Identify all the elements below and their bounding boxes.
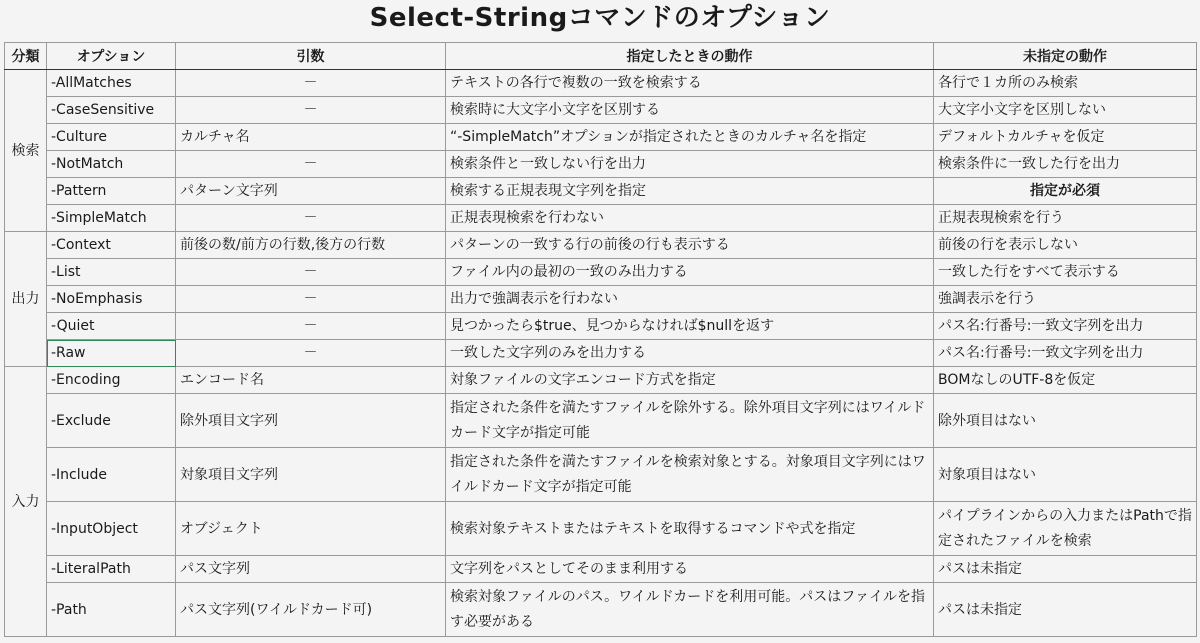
default-cell[interactable]: パスは未指定 (934, 583, 1197, 637)
default-cell[interactable]: デフォルトカルチャを仮定 (934, 124, 1197, 151)
option-cell[interactable]: -Exclude (47, 394, 176, 448)
table-row (5, 124, 1197, 151)
table-row (5, 583, 1197, 637)
effect-cell[interactable]: ファイル内の最初の一致のみ出力する (446, 259, 934, 286)
effect-cell[interactable]: 一致した文字列のみを出力する (446, 340, 934, 367)
table-row (5, 340, 1197, 367)
default-cell[interactable]: 検索条件に一致した行を出力 (934, 151, 1197, 178)
option-cell[interactable]: -CaseSensitive (47, 97, 176, 124)
effect-cell[interactable]: パターンの一致する行の前後の行も表示する (446, 232, 934, 259)
argument-cell[interactable]: パス文字列(ワイルドカード可) (176, 583, 446, 637)
header-argument: 引数 (176, 43, 446, 70)
table-row (5, 97, 1197, 124)
default-cell[interactable]: 指定が必須 (934, 178, 1197, 205)
table-row (5, 151, 1197, 178)
default-cell[interactable]: 正規表現検索を行う (934, 205, 1197, 232)
argument-cell[interactable]: － (176, 313, 446, 340)
effect-cell[interactable]: テキストの各行で複数の一致を検索する (446, 70, 934, 97)
header-category: 分類 (5, 43, 47, 70)
argument-cell[interactable]: 除外項目文字列 (176, 394, 446, 448)
effect-cell[interactable]: 指定された条件を満たすファイルを検索対象とする。対象項目文字列にはワイルドカード文字が指定可能 (446, 448, 934, 502)
category-cell: 出力 (5, 232, 47, 367)
argument-cell[interactable]: エンコード名 (176, 367, 446, 394)
header-option: オプション (47, 43, 176, 70)
default-cell[interactable]: 大文字小文字を区別しない (934, 97, 1197, 124)
effect-cell[interactable]: 見つかったら$true、見つからなければ$nullを返す (446, 313, 934, 340)
header-when-specified: 指定したときの動作 (446, 43, 934, 70)
table-row (5, 232, 1197, 259)
default-cell[interactable]: 一致した行をすべて表示する (934, 259, 1197, 286)
argument-cell[interactable]: 対象項目文字列 (176, 448, 446, 502)
header-when-unspecified: 未指定の動作 (934, 43, 1197, 70)
effect-cell[interactable]: 指定された条件を満たすファイルを除外する。除外項目文字列にはワイルドカード文字が指定可能 (446, 394, 934, 448)
default-cell[interactable]: 各行で１カ所のみ検索 (934, 70, 1197, 97)
effect-cell[interactable]: “-SimpleMatch”オプションが指定されたときのカルチャ名を指定 (446, 124, 934, 151)
effect-cell[interactable]: 検索する正規表現文字列を指定 (446, 178, 934, 205)
argument-cell[interactable]: － (176, 286, 446, 313)
option-cell[interactable]: -Quiet (47, 313, 176, 340)
option-cell[interactable]: -List (47, 259, 176, 286)
table-row (5, 286, 1197, 313)
default-cell[interactable]: パス名:行番号:一致文字列を出力 (934, 340, 1197, 367)
effect-cell[interactable]: 検索時に大文字小文字を区別する (446, 97, 934, 124)
option-cell[interactable]: -Include (47, 448, 176, 502)
argument-cell[interactable]: オブジェクト (176, 502, 446, 556)
default-cell[interactable]: 対象項目はない (934, 448, 1197, 502)
argument-cell[interactable]: － (176, 97, 446, 124)
option-cell[interactable]: -Context (47, 232, 176, 259)
argument-cell[interactable]: － (176, 70, 446, 97)
default-cell[interactable]: BOMなしのUTF-8を仮定 (934, 367, 1197, 394)
effect-cell[interactable]: 検索対象テキストまたはテキストを取得するコマンドや式を指定 (446, 502, 934, 556)
argument-cell[interactable]: － (176, 151, 446, 178)
default-cell[interactable]: パスは未指定 (934, 556, 1197, 583)
table-row (5, 502, 1197, 556)
effect-cell[interactable]: 検索条件と一致しない行を出力 (446, 151, 934, 178)
table-row (5, 178, 1197, 205)
category-cell: 検索 (5, 70, 47, 232)
argument-cell[interactable]: 前後の数/前方の行数,後方の行数 (176, 232, 446, 259)
option-cell[interactable]: -Encoding (47, 367, 176, 394)
default-cell[interactable]: 前後の行を表示しない (934, 232, 1197, 259)
argument-cell[interactable]: パス文字列 (176, 556, 446, 583)
argument-cell[interactable]: － (176, 259, 446, 286)
effect-cell[interactable]: 検索対象ファイルのパス。ワイルドカードを利用可能。パスはファイルを指す必要がある (446, 583, 934, 637)
effect-cell[interactable]: 出力で強調表示を行わない (446, 286, 934, 313)
default-cell[interactable]: パイプラインからの入力またはPathで指定されたファイルを検索 (934, 502, 1197, 556)
table-row (5, 313, 1197, 340)
option-cell[interactable]: -NotMatch (47, 151, 176, 178)
table-row (5, 70, 1197, 97)
argument-cell[interactable]: － (176, 340, 446, 367)
options-table (4, 42, 1197, 637)
table-row (5, 394, 1197, 448)
table-row (5, 367, 1197, 394)
table-row (5, 205, 1197, 232)
effect-cell[interactable]: 文字列をパスとしてそのまま利用する (446, 556, 934, 583)
argument-cell[interactable]: － (176, 205, 446, 232)
option-cell[interactable]: -SimpleMatch (47, 205, 176, 232)
default-cell[interactable]: パス名:行番号:一致文字列を出力 (934, 313, 1197, 340)
option-cell[interactable]: -Culture (47, 124, 176, 151)
effect-cell[interactable]: 正規表現検索を行わない (446, 205, 934, 232)
category-cell: 入力 (5, 367, 47, 637)
option-cell[interactable]: -LiteralPath (47, 556, 176, 583)
table-row (5, 556, 1197, 583)
option-cell[interactable]: -NoEmphasis (47, 286, 176, 313)
table-row (5, 259, 1197, 286)
page-title: Select-Stringコマンドのオプション (369, 3, 831, 33)
table-row (5, 448, 1197, 502)
effect-cell[interactable]: 対象ファイルの文字エンコード方式を指定 (446, 367, 934, 394)
option-cell[interactable]: -Pattern (47, 178, 176, 205)
argument-cell[interactable]: パターン文字列 (176, 178, 446, 205)
default-cell[interactable]: 強調表示を行う (934, 286, 1197, 313)
default-cell[interactable]: 除外項目はない (934, 394, 1197, 448)
option-cell[interactable]: -InputObject (47, 502, 176, 556)
header-row (5, 43, 1197, 70)
option-cell[interactable]: -AllMatches (47, 70, 176, 97)
option-cell-selected[interactable]: -Raw (47, 340, 176, 367)
argument-cell[interactable]: カルチャ名 (176, 124, 446, 151)
option-cell[interactable]: -Path (47, 583, 176, 637)
